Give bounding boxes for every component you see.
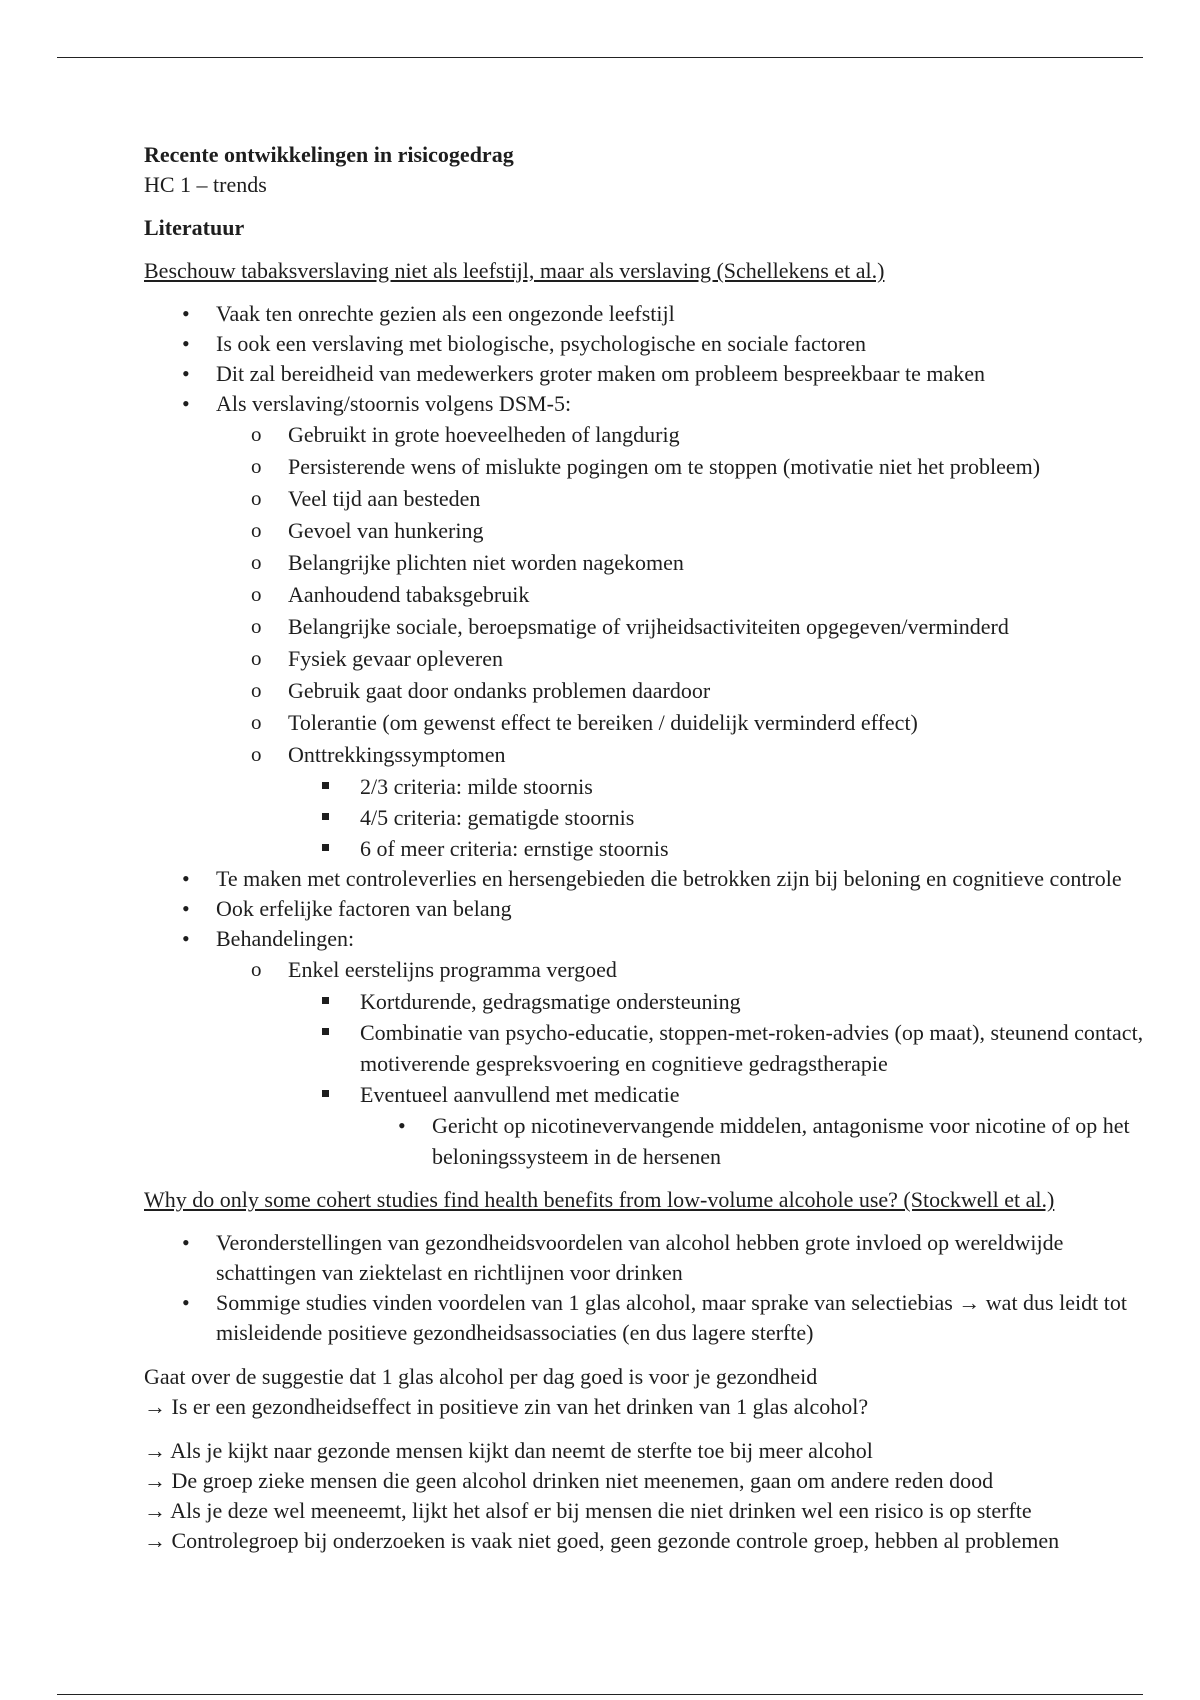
- circle-marker: o: [251, 422, 262, 446]
- dsm-criteria-list: [216, 419, 1154, 864]
- list-item: [144, 359, 1154, 389]
- severity-list: [288, 771, 1154, 864]
- list-item: [216, 675, 1154, 707]
- treatment-sub-list: [288, 986, 1154, 1172]
- list-item: [144, 894, 1154, 924]
- list-item-text: Gebruikt in grote hoeveelheden of langdurig: [288, 422, 680, 447]
- list-item: [144, 299, 1154, 329]
- paragraph-suggestion: Gaat over de suggestie dat 1 glas alcohol per dag goed is voor je gezondheid: [144, 1364, 818, 1389]
- list-item-text: Veel tijd aan besteden: [288, 486, 481, 511]
- list-item-text: Vaak ten onrechte gezien als een ongezonde leefstijl: [216, 301, 675, 326]
- list-item: [216, 611, 1154, 643]
- list-item-text: Enkel eerstelijns programma vergoed: [288, 957, 617, 982]
- section-heading-alcohol: Why do only some cohert studies find health benefits from low-volume alcohole use? (Stockwell et al.): [144, 1187, 1055, 1212]
- arrow-notes: [144, 1436, 1154, 1556]
- arrow-note: → De groep zieke mensen die geen alcohol drinken niet meenemen, gaan om andere reden dood: [144, 1468, 994, 1493]
- square-marker: [322, 813, 329, 820]
- list-item-text: Gebruik gaat door ondanks problemen daardoor: [288, 678, 711, 703]
- list-item: [216, 515, 1154, 547]
- list-item-text: Persisterende wens of mislukte pogingen om te stoppen (motivatie niet het probleem): [288, 454, 1041, 479]
- bullet-marker: •: [182, 301, 190, 326]
- bullet-marker: •: [182, 926, 190, 951]
- list-item-text: Te maken met controleverlies en hersengebieden die betrokken zijn bij beloning en cognitieve controle: [216, 866, 1122, 891]
- list-item-text: Gericht op nicotinevervangende middelen, antagonisme voor nicotine of op het beloningssysteem in de hersenen: [432, 1113, 1130, 1169]
- list-item: [216, 707, 1154, 739]
- circle-marker: o: [251, 742, 262, 766]
- list-item-text: Ook erfelijke factoren van belang: [216, 896, 512, 921]
- literature-heading: Literatuur: [144, 215, 245, 240]
- list-item-text: Behandelingen:: [216, 926, 355, 951]
- bullet-marker: •: [182, 1290, 190, 1315]
- list-item: [144, 924, 1154, 1172]
- medication-list: [360, 1110, 1154, 1172]
- arrow-note: → Als je kijkt naar gezonde mensen kijkt dan neemt de sterfte toe bij meer alcohol: [144, 1438, 873, 1463]
- circle-marker: o: [251, 454, 262, 478]
- list-item-text: Tolerantie (om gewenst effect te bereiken / duidelijk verminderd effect): [288, 710, 918, 735]
- list-item-text: Gevoel van hunkering: [288, 518, 484, 543]
- list-item-text: Belangrijke plichten niet worden nagekomen: [288, 550, 684, 575]
- circle-marker: o: [251, 710, 262, 734]
- circle-marker: o: [251, 486, 262, 510]
- list-item: [288, 833, 1154, 864]
- list-item-text: Sommige studies vinden voordelen van 1 glas alcohol, maar sprake van selectiebias → wat dus leidt tot misleidende positieve gezondheidsassociaties (en dus lagere sterfte): [216, 1290, 1127, 1345]
- bullet-marker: •: [182, 1230, 190, 1255]
- circle-marker: o: [251, 957, 262, 981]
- list-item-text: Eventueel aanvullend met medicatie: [360, 1082, 680, 1107]
- list-item: [144, 1228, 1154, 1288]
- list-item: [144, 864, 1154, 894]
- alcohol-bullet-list: [144, 1228, 1154, 1348]
- circle-marker: o: [251, 678, 262, 702]
- treatment-list: [216, 954, 1154, 1172]
- square-marker: [322, 1090, 329, 1097]
- square-marker: [322, 997, 329, 1004]
- list-item: [288, 986, 1154, 1017]
- list-item: [288, 771, 1154, 802]
- list-item: [216, 579, 1154, 611]
- square-marker: [322, 782, 329, 789]
- circle-marker: o: [251, 646, 262, 670]
- list-item-text: Dit zal bereidheid van medewerkers groter maken om probleem bespreekbaar te maken: [216, 361, 986, 386]
- list-item-text: 4/5 criteria: gematigde stoornis: [360, 805, 635, 830]
- section-heading-tobacco: Beschouw tabaksverslaving niet als leefstijl, maar als verslaving (Schellekens et al.): [144, 258, 885, 283]
- bullet-marker: •: [182, 331, 190, 356]
- list-item-text: Combinatie van psycho-educatie, stoppen-met-roken-advies (op maat), steunend contact, motiverende gespreksvoering en cognitieve gedragstherapie: [360, 1020, 1144, 1076]
- list-item: [288, 1079, 1154, 1172]
- list-item: [216, 739, 1154, 864]
- arrow-note: → Controlegroep bij onderzoeken is vaak niet goed, geen gezonde controle groep, hebben al problemen: [144, 1528, 1060, 1553]
- list-item-text: Veronderstellingen van gezondheidsvoordelen van alcohol hebben grote invloed op wereldwijde schattingen van ziektelast en richtlijnen voor drinken: [216, 1230, 1064, 1285]
- list-item-text: Aanhoudend tabaksgebruik: [288, 582, 530, 607]
- list-item: [360, 1110, 1154, 1172]
- list-item-text: 2/3 criteria: milde stoornis: [360, 774, 593, 799]
- list-item-text: Onttrekkingssymptomen: [288, 742, 506, 767]
- list-item: [216, 547, 1154, 579]
- list-item: [216, 451, 1154, 483]
- square-marker: [322, 1028, 329, 1035]
- document-subtitle: HC 1 – trends: [144, 172, 267, 197]
- bottom-rule: [57, 1694, 1143, 1695]
- bullet-marker: •: [398, 1113, 406, 1138]
- document-title: Recente ontwikkelingen in risicogedrag: [144, 142, 514, 167]
- list-item: [144, 1288, 1154, 1348]
- tobacco-bullet-list: [144, 299, 1154, 1172]
- document-body: [144, 140, 1154, 1556]
- bullet-marker: •: [182, 866, 190, 891]
- list-item-text: Is ook een verslaving met biologische, psychologische en sociale factoren: [216, 331, 867, 356]
- list-item-text: Als verslaving/stoornis volgens DSM-5:: [216, 391, 572, 416]
- list-item-text: Fysiek gevaar opleveren: [288, 646, 504, 671]
- list-item: [216, 483, 1154, 515]
- circle-marker: o: [251, 614, 262, 638]
- list-item: [288, 802, 1154, 833]
- bullet-marker: •: [182, 391, 190, 416]
- list-item-text: Belangrijke sociale, beroepsmatige of vrijheidsactiviteiten opgegeven/verminderd: [288, 614, 1009, 639]
- circle-marker: o: [251, 518, 262, 542]
- list-item-text: 6 of meer criteria: ernstige stoornis: [360, 836, 669, 861]
- bullet-marker: •: [182, 896, 190, 921]
- square-marker: [322, 844, 329, 851]
- paragraph-question: → Is er een gezondheidseffect in positieve zin van het drinken van 1 glas alcohol?: [144, 1394, 869, 1419]
- list-item: [144, 329, 1154, 359]
- top-rule: [57, 57, 1143, 58]
- circle-marker: o: [251, 582, 262, 606]
- list-item: [144, 389, 1154, 864]
- list-item-text: Kortdurende, gedragsmatige ondersteuning: [360, 989, 741, 1014]
- bullet-marker: •: [182, 361, 190, 386]
- list-item: [216, 419, 1154, 451]
- list-item: [216, 954, 1154, 1172]
- circle-marker: o: [251, 550, 262, 574]
- arrow-note: → Als je deze wel meeneemt, lijkt het alsof er bij mensen die niet drinken wel een risico is op sterfte: [144, 1498, 1032, 1523]
- list-item: [288, 1017, 1154, 1079]
- list-item: [216, 643, 1154, 675]
